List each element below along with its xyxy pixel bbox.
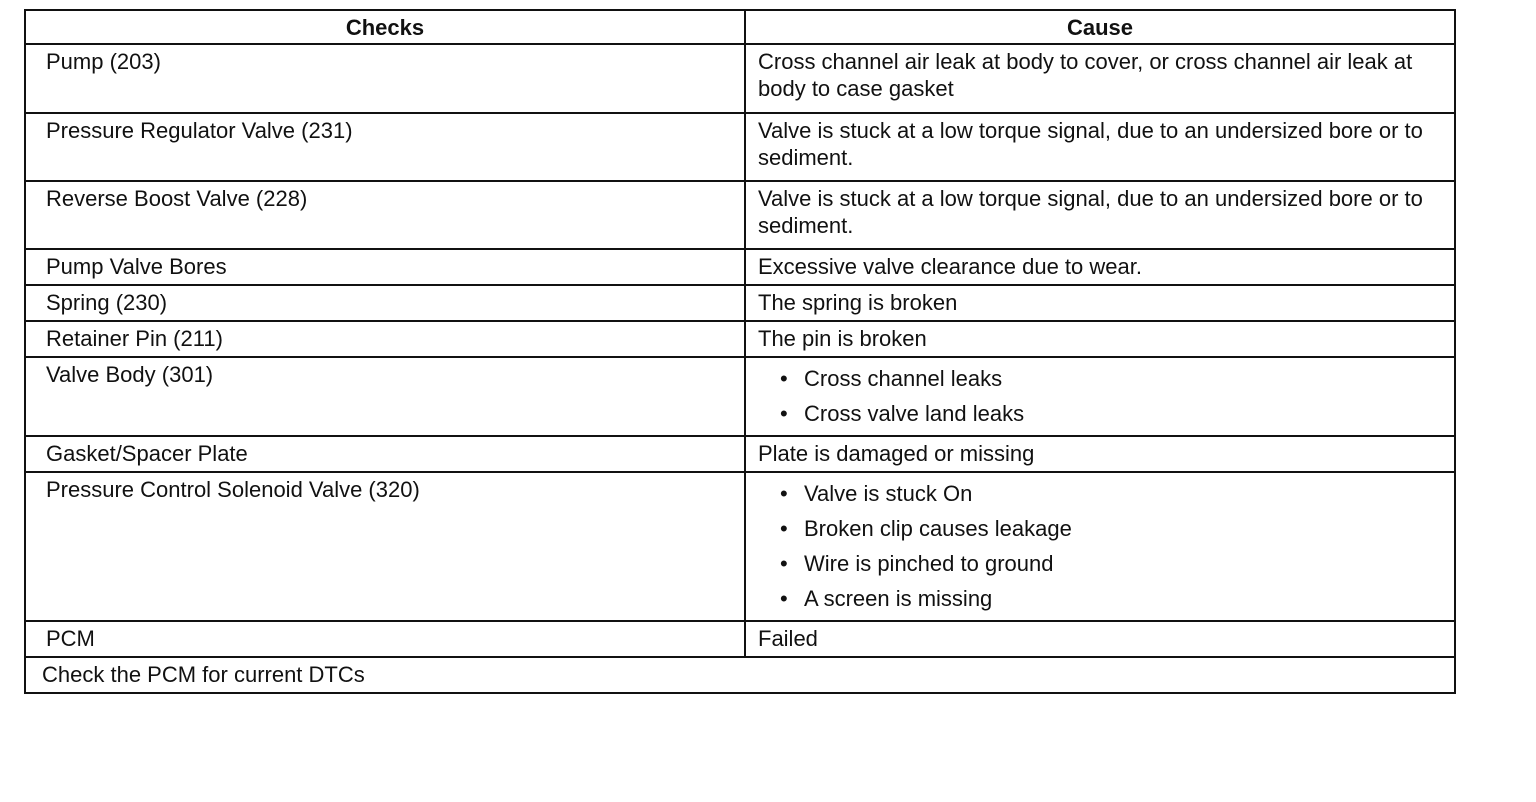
bullet-item xyxy=(758,476,1442,511)
bullet-item xyxy=(758,361,1442,396)
table-row xyxy=(25,113,1455,181)
table-row xyxy=(25,472,1455,621)
footer-note: Check the PCM for current DTCs xyxy=(25,657,1455,693)
cause-bullet-list xyxy=(758,361,1442,431)
bullet-icon: • xyxy=(780,366,788,391)
table-row xyxy=(25,321,1455,357)
bullet-icon: • xyxy=(780,516,788,541)
bullet-icon: • xyxy=(780,481,788,506)
bullet-text: Cross channel leaks xyxy=(804,366,1003,391)
check-cell: Gasket/Spacer Plate xyxy=(25,436,745,472)
cause-bullet-list xyxy=(758,476,1442,616)
checks-cause-table xyxy=(24,9,1456,694)
table-header-row xyxy=(25,10,1455,44)
cause-cell: Valve is stuck at a low torque signal, due to an undersized bore or to sediment. xyxy=(745,181,1455,249)
table-row xyxy=(25,436,1455,472)
column-header-cause: Cause xyxy=(745,10,1455,44)
check-cell: Pressure Control Solenoid Valve (320) xyxy=(25,472,745,621)
table-row xyxy=(25,44,1455,113)
check-cell: PCM xyxy=(25,621,745,657)
table-row xyxy=(25,249,1455,285)
bullet-icon: • xyxy=(780,586,788,611)
bullet-text: A screen is missing xyxy=(804,586,993,611)
column-header-checks: Checks xyxy=(25,10,745,44)
check-cell: Reverse Boost Valve (228) xyxy=(25,181,745,249)
cause-cell: Cross channel air leak at body to cover, or cross channel air leak at body to case gasket xyxy=(745,44,1455,113)
check-cell: Pressure Regulator Valve (231) xyxy=(25,113,745,181)
cause-cell: Failed xyxy=(745,621,1455,657)
table-row xyxy=(25,621,1455,657)
bullet-text: Cross valve land leaks xyxy=(804,401,1025,426)
cause-cell: Plate is damaged or missing xyxy=(745,436,1455,472)
bullet-text: Valve is stuck On xyxy=(804,481,973,506)
bullet-text: Wire is pinched to ground xyxy=(804,551,1054,576)
check-cell: Retainer Pin (211) xyxy=(25,321,745,357)
table-footer-row xyxy=(25,657,1455,693)
table-row xyxy=(25,181,1455,249)
cause-cell xyxy=(745,357,1455,436)
bullet-text: Broken clip causes leakage xyxy=(804,516,1072,541)
cause-cell: The pin is broken xyxy=(745,321,1455,357)
bullet-icon: • xyxy=(780,551,788,576)
bullet-item xyxy=(758,581,1442,616)
check-cell: Pump (203) xyxy=(25,44,745,113)
check-cell: Valve Body (301) xyxy=(25,357,745,436)
cause-cell: Excessive valve clearance due to wear. xyxy=(745,249,1455,285)
table-row xyxy=(25,357,1455,436)
check-cell: Pump Valve Bores xyxy=(25,249,745,285)
bullet-item xyxy=(758,546,1442,581)
table-row xyxy=(25,285,1455,321)
cause-cell xyxy=(745,472,1455,621)
bullet-item xyxy=(758,511,1442,546)
cause-cell: Valve is stuck at a low torque signal, due to an undersized bore or to sediment. xyxy=(745,113,1455,181)
cause-cell: The spring is broken xyxy=(745,285,1455,321)
check-cell: Spring (230) xyxy=(25,285,745,321)
bullet-item xyxy=(758,396,1442,431)
bullet-icon: • xyxy=(780,401,788,426)
